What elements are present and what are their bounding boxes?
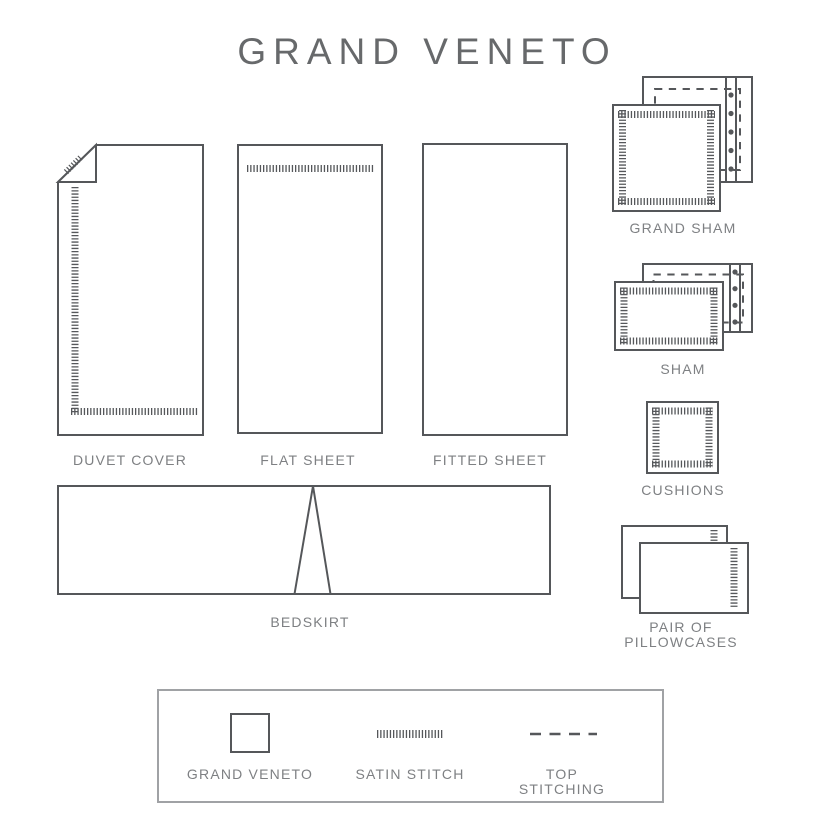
bedskirt-label: BEDSKIRT xyxy=(270,614,350,630)
page-title: GRAND VENETO xyxy=(237,31,617,72)
pillowcases-shape xyxy=(622,526,748,613)
flat-sheet-shape xyxy=(238,145,382,433)
fitted-sheet-shape xyxy=(423,144,567,435)
sham-label: SHAM xyxy=(660,361,706,377)
grand-sham-shape xyxy=(613,77,752,211)
grand-veneto-square-icon xyxy=(231,714,269,752)
grand-sham-label: GRAND SHAM xyxy=(629,220,737,236)
fitted-sheet-outline xyxy=(423,144,567,435)
button-dot xyxy=(732,286,737,291)
pillowcases-label-line1: PAIR OF xyxy=(649,619,713,635)
legend-grand-veneto-label: GRAND VENETO xyxy=(186,766,314,782)
cushions-shape xyxy=(647,402,718,473)
button-dot xyxy=(728,166,733,171)
legend-top-stitching-line1: TOP xyxy=(545,766,579,782)
bedskirt-shape xyxy=(58,486,550,594)
button-dot xyxy=(732,269,737,274)
pillowcases-label xyxy=(624,620,738,650)
sham-shape xyxy=(615,264,752,350)
button-dot xyxy=(728,129,733,134)
button-dot xyxy=(728,148,733,153)
pillowcases-label-line2: PILLOWCASES xyxy=(624,634,738,650)
legend-top-stitching-label xyxy=(519,767,605,797)
duvet-cover-label: DUVET COVER xyxy=(72,452,188,468)
button-dot xyxy=(728,111,733,116)
grand-sham-front xyxy=(613,105,720,211)
cushions-label: CUSHIONS xyxy=(641,482,725,498)
flat-sheet-label: FLAT SHEET xyxy=(260,452,356,468)
flat-sheet-outline xyxy=(238,145,382,433)
duvet-cover-outline xyxy=(58,145,203,435)
button-dot xyxy=(732,319,737,324)
fitted-sheet-label: FITTED SHEET xyxy=(433,452,547,468)
legend-satin-stitch-label: SATIN STITCH xyxy=(355,766,465,782)
button-dot xyxy=(732,303,737,308)
button-dot xyxy=(728,92,733,97)
legend-top-stitching-line2: STITCHING xyxy=(518,781,606,797)
duvet-cover-shape xyxy=(58,145,203,435)
